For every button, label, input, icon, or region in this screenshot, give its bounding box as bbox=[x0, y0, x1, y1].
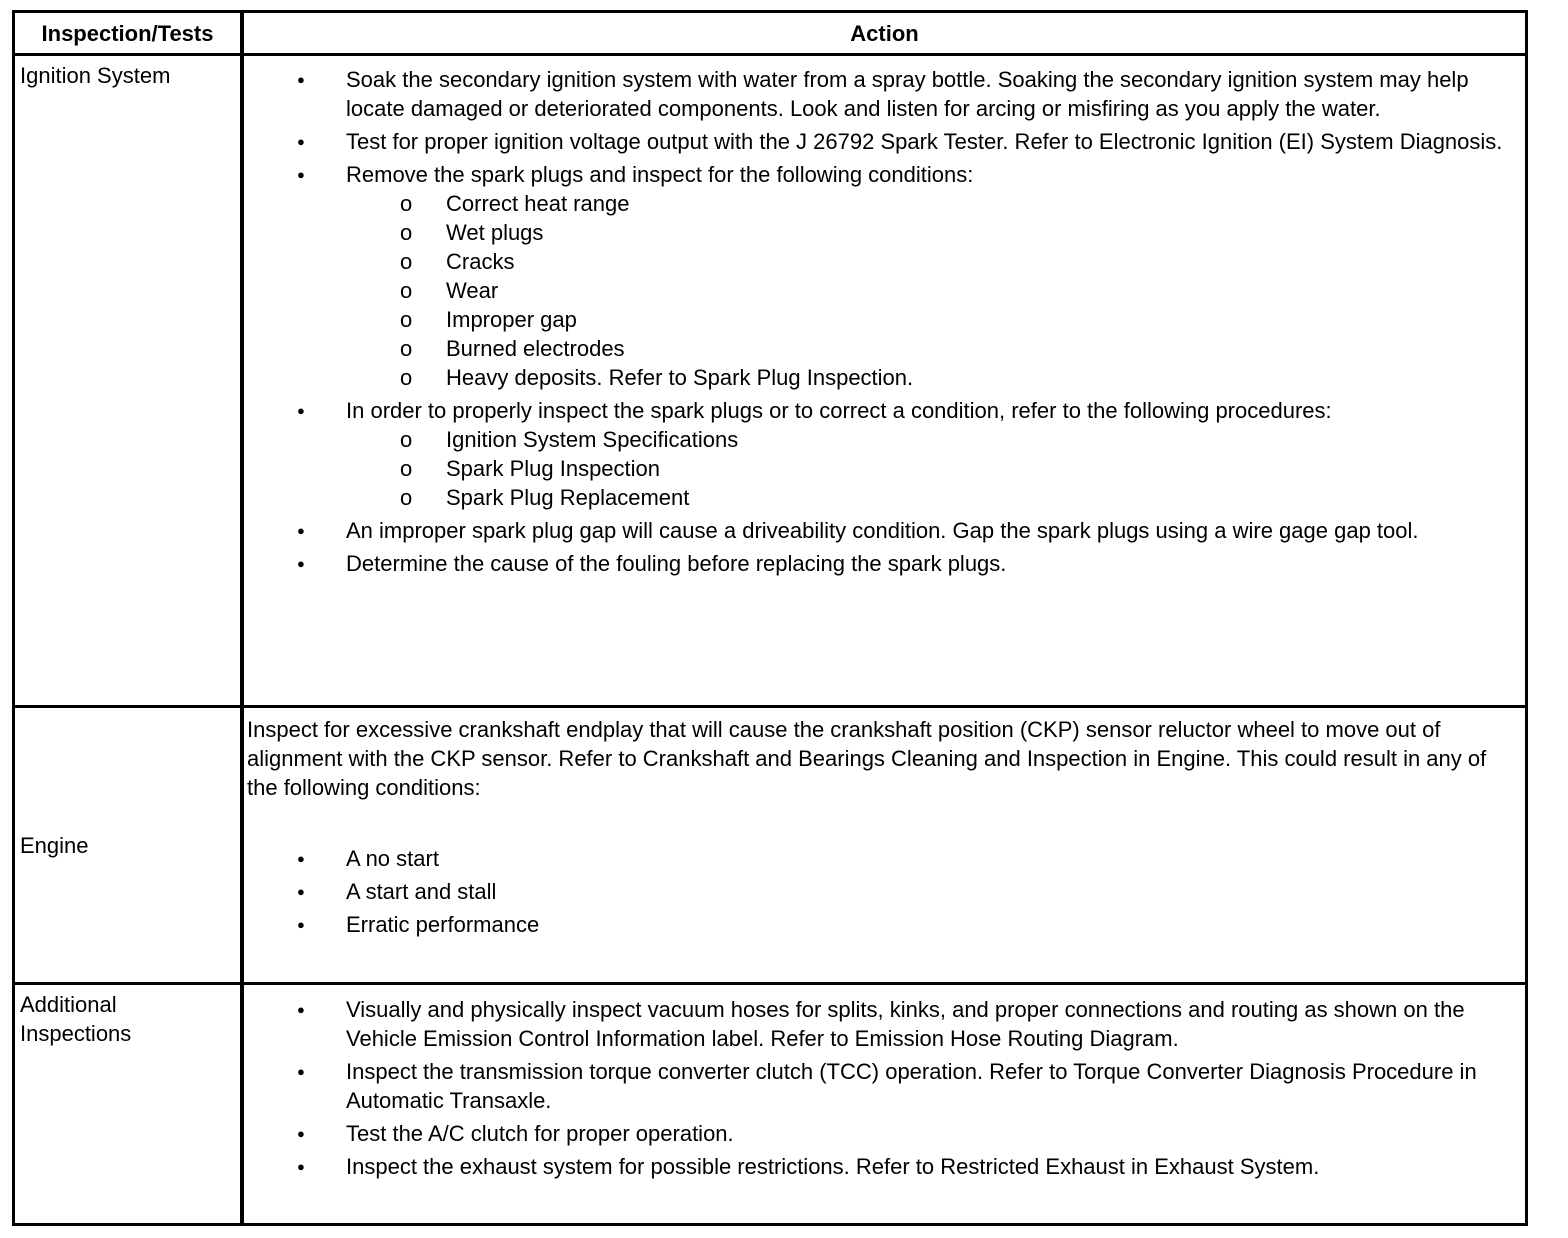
header-inspection-tests: Inspection/Tests bbox=[41, 21, 214, 46]
row-label-ignition: Ignition System bbox=[20, 63, 171, 88]
bullet-text: In order to properly inspect the spark plugs or to correct a condition, refer to the following procedures: bbox=[346, 398, 1332, 423]
bullet-text: Inspect the transmission torque converter clutch (TCC) operation. Refer to Torque Converter Diagnosis Procedure in Automatic Transaxle. bbox=[346, 1059, 1477, 1113]
row-divider bbox=[15, 982, 1525, 985]
engine-actions bbox=[15, 844, 1515, 943]
sub-bullet-item: o Cracks bbox=[15, 247, 1515, 276]
additional-actions bbox=[15, 995, 1515, 1185]
bullet-item bbox=[15, 127, 1515, 156]
bullet-item bbox=[15, 1119, 1515, 1148]
bullet-item bbox=[15, 1057, 1515, 1115]
bullet-item bbox=[15, 844, 1515, 873]
bullet-text: Test for proper ignition voltage output with the J 26792 Spark Tester. Refer to Electronic Ignition (EI) System Diagnosis. bbox=[346, 129, 1503, 154]
engine-action-list bbox=[15, 844, 1515, 939]
bullet-text: Determine the cause of the fouling before replacing the spark plugs. bbox=[346, 551, 1007, 576]
sub-bullet-item: o Spark Plug Inspection bbox=[15, 454, 1515, 483]
bullet-item bbox=[15, 877, 1515, 906]
ignition-actions bbox=[15, 65, 1515, 582]
bullet-item bbox=[15, 910, 1515, 939]
sub-bullet-item: o Heavy deposits. Refer to Spark Plug Inspection. bbox=[15, 363, 1515, 392]
bullet-item bbox=[15, 65, 1515, 123]
sub-bullet-item: o Wear bbox=[15, 276, 1515, 305]
bullet-item bbox=[15, 516, 1515, 545]
engine-intro: Inspect for excessive crankshaft endplay that will cause the crankshaft position (CKP) sensor reluctor wheel to move out of alignment with the CKP sensor. Refer to Crankshaft and Bearings Cleaning and Inspection in Engine. This could result in any of the following conditions: bbox=[247, 717, 1487, 800]
sub-bullet-item: o Correct heat range bbox=[15, 189, 1515, 218]
bullet-text: Visually and physically inspect vacuum hoses for splits, kinks, and proper connections and routing as shown on the Vehicle Emission Control Information label. Refer to Emission Hose Routing Diagram. bbox=[346, 997, 1465, 1051]
sub-bullet-item: o Spark Plug Replacement bbox=[15, 483, 1515, 512]
bullet-item bbox=[15, 396, 1515, 512]
sub-bullet-item: o Wet plugs bbox=[15, 218, 1515, 247]
inspection-table bbox=[12, 10, 1528, 1226]
ignition-action-list bbox=[15, 65, 1515, 578]
bullet-text: A no start bbox=[346, 846, 439, 871]
bullet-item bbox=[15, 549, 1515, 578]
bullet-text: Erratic performance bbox=[346, 912, 540, 937]
bullet-item bbox=[15, 160, 1515, 392]
sub-bullet-item: o Improper gap bbox=[15, 305, 1515, 334]
bullet-text: Remove the spark plugs and inspect for the following conditions: bbox=[346, 162, 974, 187]
bullet-text: Inspect the exhaust system for possible restrictions. Refer to Restricted Exhaust in Exhaust System. bbox=[346, 1154, 1320, 1179]
additional-action-list bbox=[15, 995, 1515, 1181]
bullet-text: Soak the secondary ignition system with water from a spray bottle. Soaking the secondary ignition system may help locate damaged or deteriorated components. Look and listen for arcing or misfiring as you apply the water. bbox=[346, 67, 1469, 121]
bullet-text: Test the A/C clutch for proper operation. bbox=[346, 1121, 734, 1146]
bullet-text: An improper spark plug gap will cause a driveability condition. Gap the spark plugs using a wire gage gap tool. bbox=[346, 518, 1419, 543]
row-label-engine: Engine bbox=[20, 833, 89, 858]
bullet-text: A start and stall bbox=[346, 879, 497, 904]
row-divider bbox=[15, 53, 1525, 56]
header-action: Action bbox=[850, 21, 919, 46]
bullet-item bbox=[15, 1152, 1515, 1181]
row-divider bbox=[15, 705, 1525, 708]
sub-bullet-item: o Ignition System Specifications bbox=[15, 425, 1515, 454]
row-label-additional: Additional Inspections bbox=[20, 992, 132, 1046]
bullet-item bbox=[15, 995, 1515, 1053]
sub-bullet-item: o Burned electrodes bbox=[15, 334, 1515, 363]
